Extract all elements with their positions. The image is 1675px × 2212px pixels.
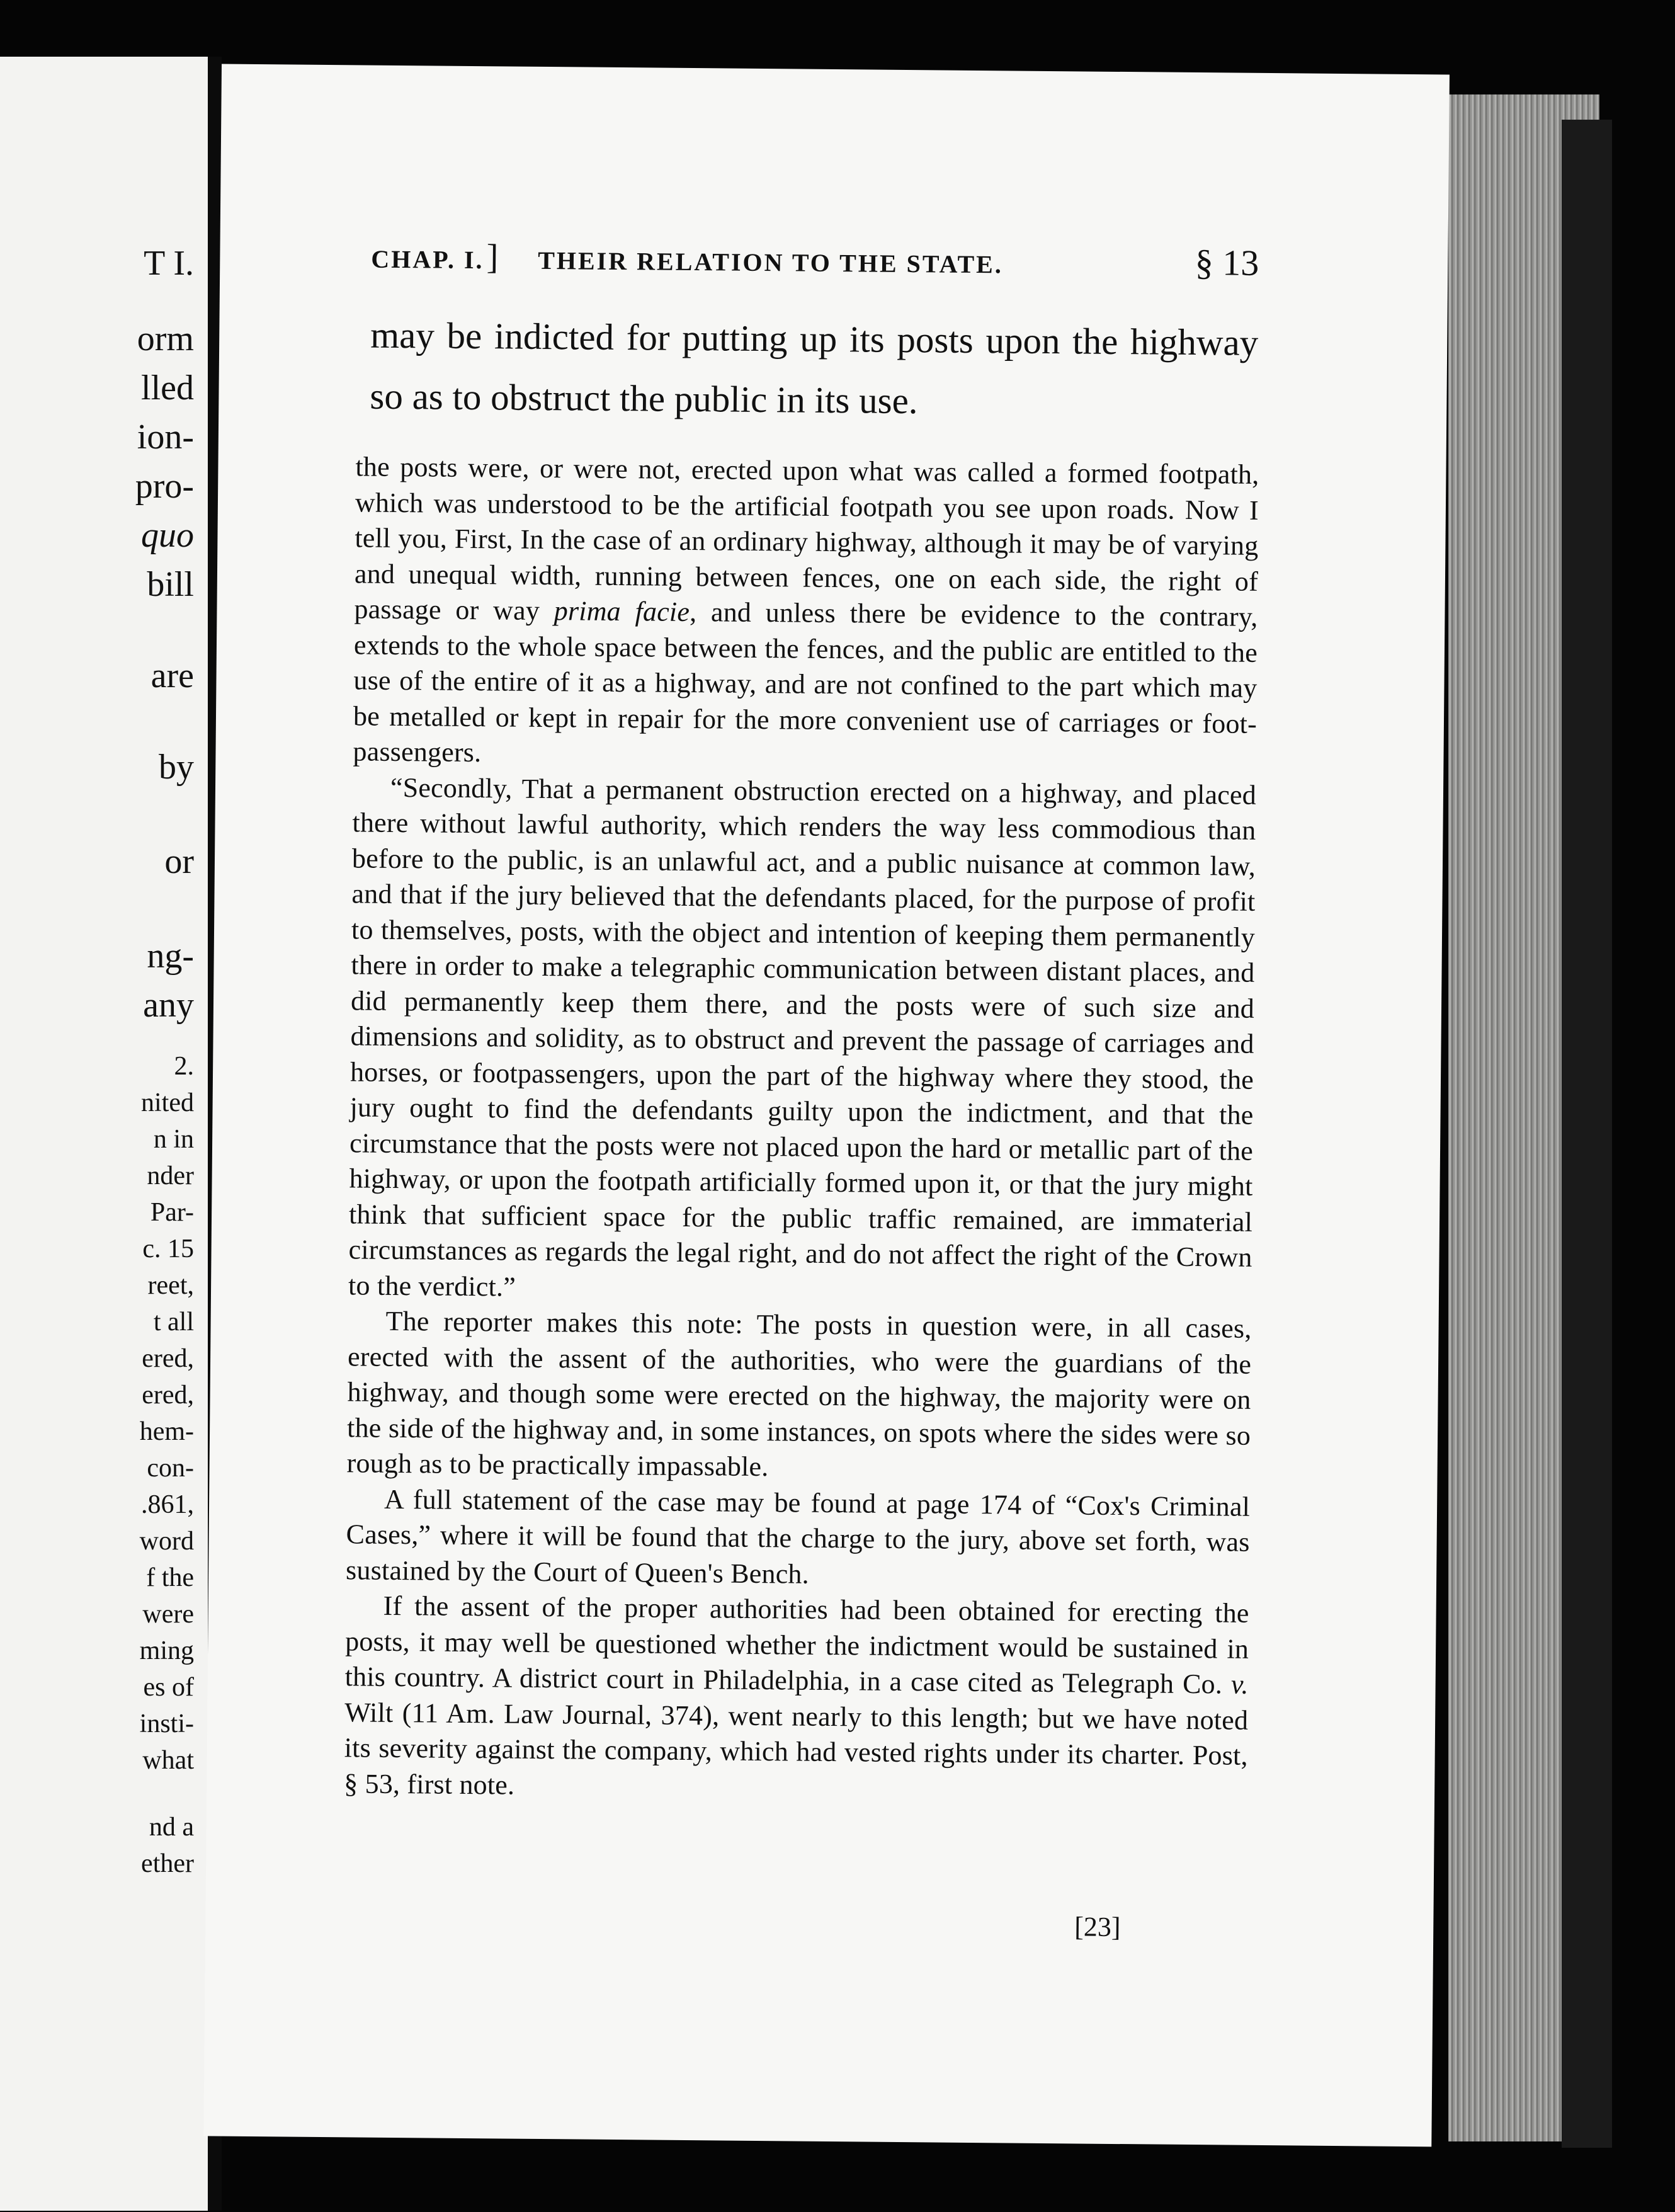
left-fragment: insti-	[139, 1709, 194, 1738]
left-fragment: are	[150, 656, 194, 695]
left-fragment: nder	[147, 1161, 194, 1190]
left-fragment: n in	[153, 1125, 194, 1154]
left-fragment: any	[143, 986, 194, 1025]
running-header	[371, 234, 1259, 284]
paragraph: If the assent of the proper authorities had been obtained for erecting the posts, it may well be questioned whether the indictment would be sustained in this country. A district court in Philadelphia, in a case cited as Telegraph Co. v. Wilt (11 Am. Law Journal, 374), went nearly to this length; but we have noted its severity against the company, which had vested rights under its charter. Post, § 53, first note.	[344, 1590, 1249, 1801]
left-fragment: word	[139, 1527, 194, 1556]
left-fragment: ered,	[142, 1344, 194, 1373]
left-fragment: hem-	[139, 1417, 194, 1446]
book-cover-edge	[1562, 120, 1612, 2148]
left-fragment: t all	[153, 1308, 194, 1337]
left-fragment: c. 15	[142, 1234, 194, 1263]
left-fragment: or	[164, 842, 194, 881]
header-bracket: ]	[486, 237, 501, 277]
left-fragment: reet,	[147, 1271, 194, 1300]
left-fragment: ng-	[147, 937, 194, 976]
italic-versus: v.	[1230, 1668, 1249, 1700]
paragraph: The reporter makes this note: The posts in question were, in all cases, erected with the assent of the authorities, who were the guardians of the highway, and though some were erected on the highway, the majority were on the side of the highway and, in some instances, on spots where the sides were so rough as to be practically impassable.	[346, 1305, 1252, 1483]
left-fragment: orm	[137, 319, 194, 358]
left-fragment: quo	[141, 516, 194, 555]
left-fragment: were	[142, 1600, 194, 1629]
body-text	[344, 449, 1259, 1809]
left-fragment: ion-	[137, 418, 194, 457]
left-fragment: T I.	[144, 244, 194, 283]
paragraph: “Secondly, That a permanent obstruction erected on a highway, and placed there without lawful authority, which renders the way less commodious than before to the public, is an unlawful act, and a public nuisance at common law, and that if the jury believed that the defendants placed, for the purpose of profit to themselves, posts, with the object and intention of keeping them permanently there in order to make a telegraphic communication between distant places, and did permanently keep them there, and the posts were of such size and dimensions and solidity, as to obstruct and prevent the passage of carriages and horses, or footpassengers, upon the part of the highway where they stood, the jury ought to find the defendants guilty upon the indictment, and that the circumstance that the posts were not placed upon the hard or metallic part of the highway, or upon the footpath artificially formed upon it, or that the jury might think that sufficient space for the public traffic remained, are immaterial circumstances as regards the legal right, and do not affect the right of the Crown to the verdict.”	[348, 772, 1257, 1303]
left-fragment: lled	[141, 368, 194, 408]
left-fragment: f the	[146, 1563, 194, 1592]
left-fragment: nited	[141, 1088, 194, 1117]
running-title: THEIR RELATION TO THE STATE.	[538, 246, 1004, 279]
left-fragment: by	[159, 748, 194, 787]
left-facing-page	[0, 57, 208, 2211]
page-number: [23]	[1074, 1911, 1121, 1943]
paragraph: the posts were, or were not, erected upon what was called a formed footpath, which was understood to be the artificial footpath you see upon roads. Now I tell you, First, In the case of an ordinary highway, although it may be of varying and unequal width, running between fences, one on each side, the right of passage or way prima facie, and unless there be evidence to the contrary, extends to the whole space between the fences, and the public are entitled to the use of the entire of it as a highway, and are not confined to the part which may be metalled or kept in repair for the more convenient use of carriages or foot-passengers.	[353, 451, 1259, 768]
left-fragment: pro-	[135, 467, 194, 506]
left-fragment: 2.	[174, 1052, 194, 1081]
left-fragment: what	[142, 1746, 194, 1775]
left-fragment: ether	[141, 1849, 194, 1878]
paragraph: A full statement of the case may be found at page 174 of “Cox's Criminal Cases,” where it will be found that the charge to the jury, above set forth, was sustained by the Court of Queen's Bench.	[345, 1483, 1251, 1590]
chapter-label: CHAP. I.	[371, 244, 484, 275]
left-fragment: con-	[147, 1454, 194, 1483]
left-fragment: bill	[147, 565, 194, 604]
section-heading: may be indicted for putting up its posts upon the highway so as to obstruct the public in its use.	[370, 314, 1259, 422]
left-fragment: ming	[139, 1636, 194, 1665]
book-page	[203, 64, 1450, 2146]
left-fragment: ered,	[142, 1381, 194, 1410]
left-fragment: nd a	[149, 1813, 194, 1842]
italic-phrase: prima facie	[554, 595, 690, 628]
section-number: § 13	[1195, 241, 1259, 283]
left-fragment: Par-	[150, 1198, 194, 1227]
left-fragment: es of	[143, 1673, 194, 1702]
left-fragment: .861,	[141, 1490, 194, 1519]
